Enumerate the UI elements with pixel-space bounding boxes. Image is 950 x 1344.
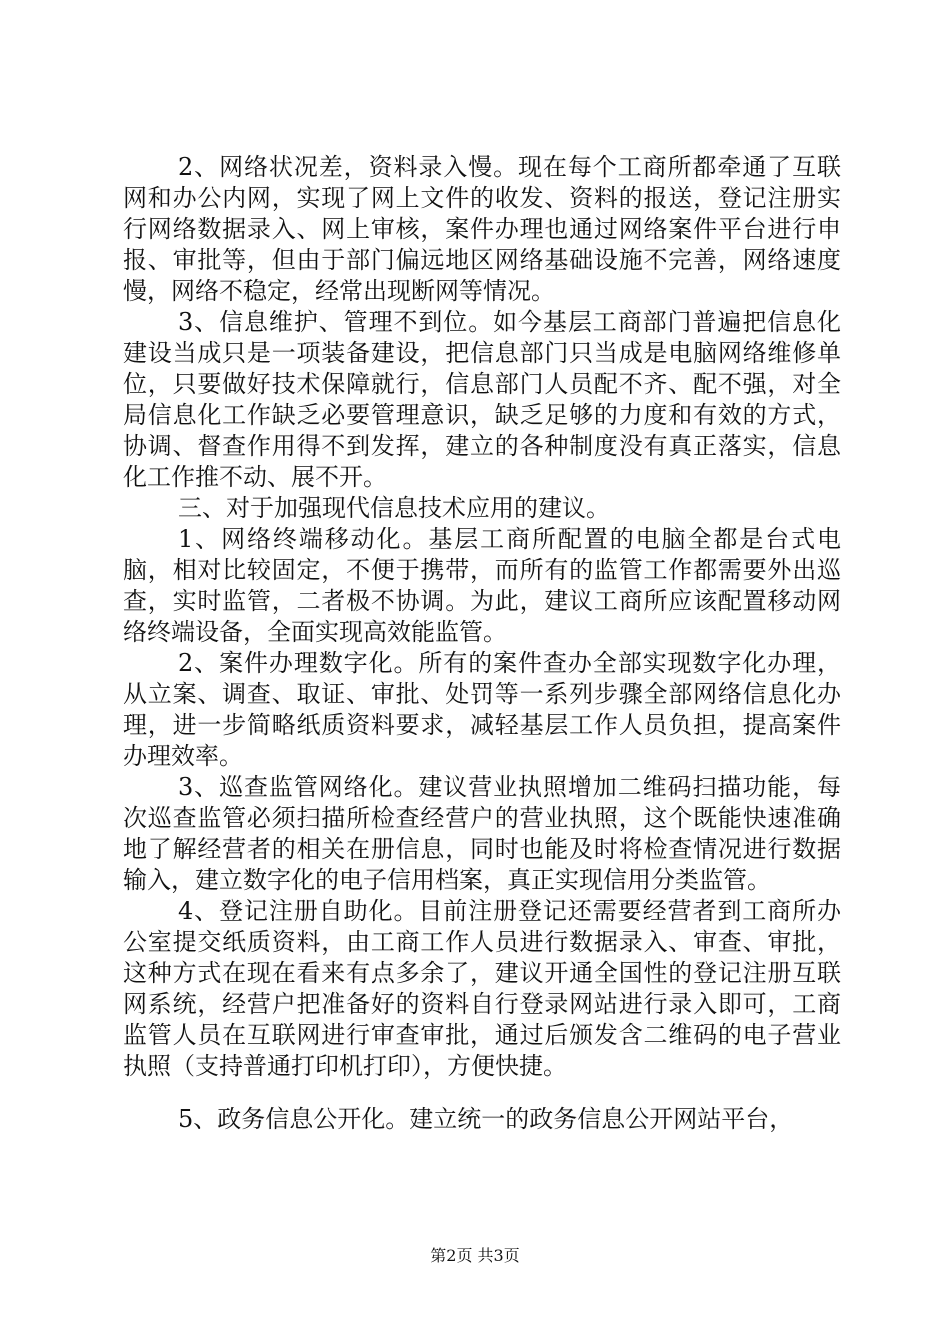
section-heading-suggestions: 三、对于加强现代信息技术应用的建议。 [178,494,610,522]
paragraph-case-digitization: 2、案件办理数字化。所有的案件查办全部实现数字化办理，从立案、调查、取证、审批、处罚等一系列步骤全部网络信息化办理，进一步简略纸质资料要求，减轻基层工作人员负担，提高案件办理效率。 [123,649,841,770]
document-body [123,152,841,1135]
page-number-footer: 第2页 共3页 [430,1246,520,1265]
paragraph-network-condition: 2、网络状况差，资料录入慢。现在每个工商所都牵通了互联网和办公内网，实现了网上文件的收发、资料的报送，登记注册实行网络数据录入、网上审核，案件办理也通过网络案件平台进行申报、审批等，但由于部门偏远地区网络基础设施不完善，网络速度慢，网络不稳定，经常出现断网等情况。 [123,153,841,305]
paragraph-info-maintenance: 3、信息维护、管理不到位。如今基层工商部门普遍把信息化建设当成只是一项装备建设，把信息部门只当成是电脑网络维修单位，只要做好技术保障就行，信息部门人员配不齐、配不强，对全局信息化工作缺乏必要管理意识，缺乏足够的力度和有效的方式，协调、督查作用得不到发挥，建立的各种制度没有真正落实，信息化工作推不动、展不开。 [123,308,841,491]
paragraph-mobile-terminal: 1、网络终端移动化。基层工商所配置的电脑全都是台式电脑，相对比较固定，不便于携带，而所有的监管工作都需要外出巡查，实时监管，二者极不协调。为此，建议工商所应该配置移动网络终端设备，全面实现高效能监管。 [123,525,841,646]
paragraph-info-disclosure: 5、政务信息公开化。建立统一的政务信息公开网站平台， [178,1105,794,1133]
paragraph-inspection-network: 3、巡查监管网络化。建议营业执照增加二维码扫描功能，每次巡查监管必须扫描所检查经营户的营业执照，这个既能快速准确地了解经营者的相关在册信息，同时也能及时将检查情况进行数据输入，建立数字化的电子信用档案，真正实现信用分类监管。 [123,773,841,894]
paragraph-self-registration: 4、登记注册自助化。目前注册登记还需要经营者到工商所办公室提交纸质资料，由工商工作人员进行数据录入、审查、审批，这种方式在现在看来有点多余了，建议开通全国性的登记注册互联网系统，经营户把准备好的资料自行登录网站进行录入即可，工商监管人员在互联网进行审查审批，通过后颁发含二维码的电子营业执照（支持普通打印机打印），方便快捷。 [123,897,841,1080]
